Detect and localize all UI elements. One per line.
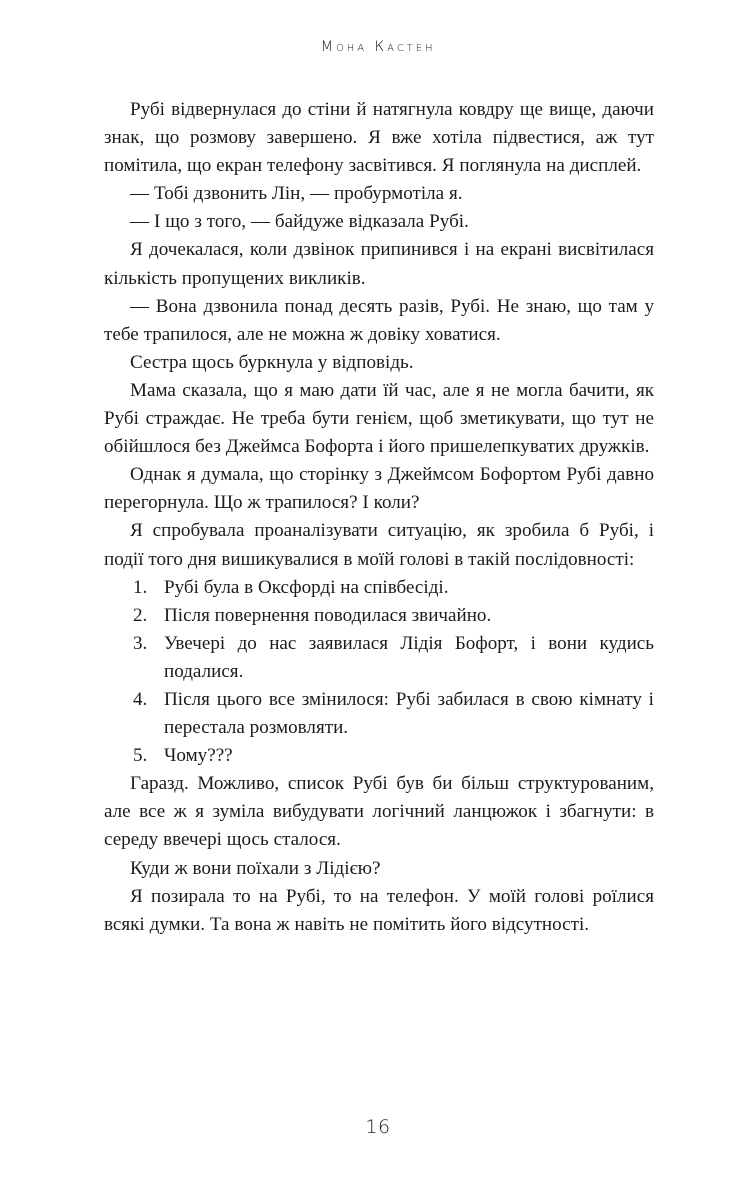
paragraph: Я позирала то на Рубі, то на телефон. У моїй голові роїлися всякі думки. Та вона ж навіть не помітить його відсутності. bbox=[104, 885, 654, 935]
dialogue-line: — І що з того, — байдуже відказала Рубі. bbox=[130, 211, 469, 233]
list-item-number: 3. bbox=[133, 632, 148, 654]
page-number: 16 bbox=[365, 1116, 391, 1138]
paragraph: Гаразд. Можливо, список Рубі був би більш структурованим, але все ж я зуміла вибудувати логічний ланцюжок і збагнути: в середу ввечері щось сталося. bbox=[104, 773, 654, 851]
dialogue-line: — Вона дзвонила понад десять разів, Рубі. Не знаю, що там у тебе трапилося, але не можна ж довіку ховатися. bbox=[104, 295, 654, 345]
list-item-text: Після повернення поводилася звичайно. bbox=[164, 604, 492, 626]
list-item bbox=[104, 630, 654, 686]
list-item-number: 1. bbox=[133, 576, 148, 598]
paragraph: Сестра щось буркнула у відповідь. bbox=[130, 351, 414, 373]
paragraph: Мама сказала, що я маю дати їй час, але я не могла бачити, як Рубі страждає. Не треба бути генієм, щоб зметикувати, що тут не обійшлося без Джеймса Бофорта і його пришелепкуватих дружків. bbox=[104, 379, 654, 458]
list-item bbox=[104, 574, 654, 602]
paragraph: Я дочекалася, коли дзвінок припинився і на екрані висвітилася кількість пропущених викликів. bbox=[104, 239, 654, 289]
list-item bbox=[104, 686, 654, 742]
list-item-number: 5. bbox=[133, 745, 148, 767]
list-item-text: Чому??? bbox=[164, 745, 233, 767]
paragraph: Я спробувала проаналізувати ситуацію, як зробила б Рубі, і події того дня вишикувалися в моїй голові в такій послідовності: bbox=[104, 520, 654, 570]
paragraph: Однак я думала, що сторінку з Джеймсом Бофортом Рубі давно перегорнула. Що ж трапилося? І коли? bbox=[104, 464, 654, 514]
list-item bbox=[104, 742, 654, 770]
list-item bbox=[104, 602, 654, 630]
running-head: Мона Кастен bbox=[320, 39, 436, 55]
list-item-text: Увечері до нас заявилася Лідія Бофорт, і вони кудись подалися. bbox=[164, 632, 654, 682]
paragraph: Рубі відвернулася до стіни й натягнула ковдру ще вище, даючи знак, що розмову завершено. Я вже хотіла підвестися, аж тут помітила, що екран телефону засвітився. Я поглянула на дисплей. bbox=[104, 99, 654, 177]
list-item-text: Рубі була в Оксфорді на співбесіді. bbox=[164, 576, 449, 598]
list-item-number: 4. bbox=[133, 688, 148, 710]
paragraph: Куди ж вони поїхали з Лідією? bbox=[130, 857, 381, 879]
list-item-text: Після цього все змінилося: Рубі забилася в свою кімнату і перестала розмовляти. bbox=[164, 688, 654, 739]
list-item-number: 2. bbox=[133, 604, 148, 626]
body-text-block bbox=[104, 96, 654, 939]
dialogue-line: — Тобі дзвонить Лін, — пробурмотіла я. bbox=[130, 183, 463, 205]
ordered-list bbox=[104, 574, 654, 771]
